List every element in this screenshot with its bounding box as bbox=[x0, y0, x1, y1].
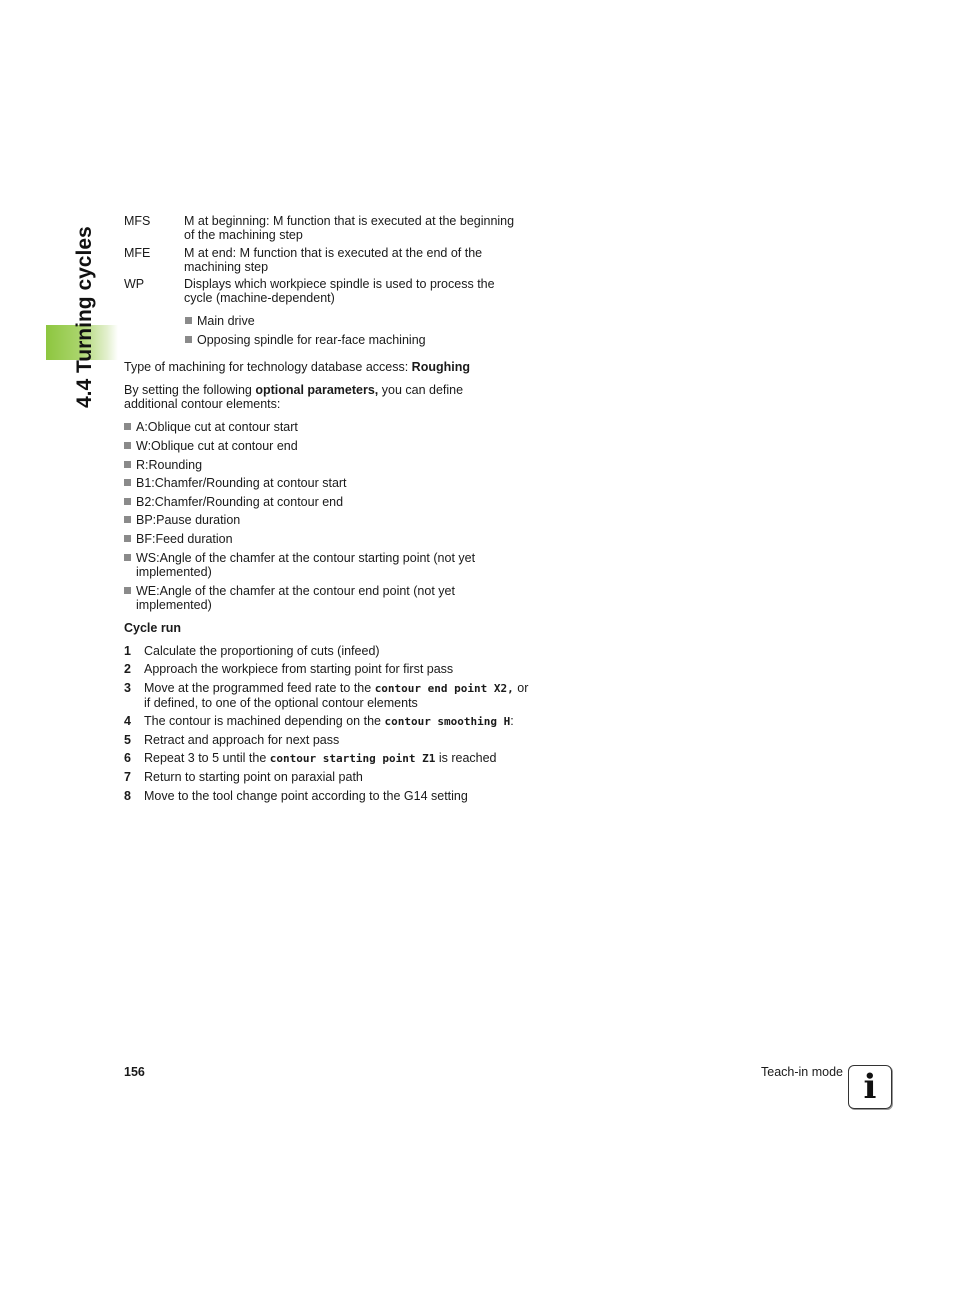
bullet-square-icon bbox=[124, 535, 131, 542]
list-item: R:Rounding bbox=[124, 458, 536, 472]
list-item: WE:Angle of the chamfer at the contour end point (not yet implemented) bbox=[124, 584, 496, 612]
bullet-square-icon bbox=[124, 442, 131, 449]
param-desc-wp: Displays which workpiece spindle is used to process the cycle (machine-dependent) bbox=[184, 277, 495, 305]
step-text: Retract and approach for next pass bbox=[144, 733, 340, 747]
list-item: B1:Chamfer/Rounding at contour start bbox=[124, 476, 536, 490]
step-number: 6 bbox=[124, 751, 131, 765]
wp-option: Main drive bbox=[185, 314, 255, 328]
bullet-square-icon bbox=[185, 336, 192, 343]
step-text: Move to the tool change point according to the G14 setting bbox=[144, 789, 468, 803]
step-text: Calculate the proportioning of cuts (infeed) bbox=[144, 644, 380, 658]
step-text: Approach the workpiece from starting point for first pass bbox=[144, 662, 454, 676]
bullet-square-icon bbox=[124, 461, 131, 468]
code-term: contour end point X2, bbox=[374, 682, 514, 695]
bullet-square-icon bbox=[124, 423, 131, 430]
bullet-square-icon bbox=[124, 479, 131, 486]
bullet-square-icon bbox=[124, 498, 131, 505]
list-item: W:Oblique cut at contour end bbox=[124, 439, 536, 453]
step-number: 3 bbox=[124, 681, 131, 695]
bullet-square-icon bbox=[124, 516, 131, 523]
chapter-title: Teach-in mode bbox=[761, 1065, 843, 1079]
step-number: 5 bbox=[124, 733, 131, 747]
step-text: The contour is machined depending on the contour smoothing H: bbox=[144, 714, 514, 728]
step-number: 1 bbox=[124, 644, 131, 658]
section-title: 4.4 Turning cycles bbox=[73, 226, 96, 408]
wp-option: Opposing spindle for rear-face machining bbox=[185, 333, 426, 347]
list-item: A:Oblique cut at contour start bbox=[124, 420, 536, 434]
machining-type-value: Roughing bbox=[411, 360, 470, 374]
step-number: 4 bbox=[124, 714, 131, 728]
cycle-run-heading: Cycle run bbox=[124, 621, 181, 635]
bullet-square-icon bbox=[124, 554, 131, 561]
step-number: 8 bbox=[124, 789, 131, 803]
list-item: WS:Angle of the chamfer at the contour starting point (not yet implemented) bbox=[124, 551, 511, 579]
param-desc-mfs: M at beginning: M function that is executed at the beginning of the machining step bbox=[184, 214, 515, 242]
machining-type-line: Type of machining for technology database access: Roughing bbox=[124, 360, 470, 374]
step-text: Move at the programmed feed rate to the contour end point X2, or if defined, to one of the optional contour elements bbox=[144, 681, 529, 710]
code-term: contour smoothing H bbox=[384, 715, 511, 728]
bullet-square-icon bbox=[124, 587, 131, 594]
step-text: Repeat 3 to 5 until the contour starting point Z1 is reached bbox=[144, 751, 497, 765]
param-desc-mfe: M at end: M function that is executed at the end of the machining step bbox=[184, 246, 483, 274]
page-number: 156 bbox=[124, 1065, 145, 1079]
optional-params-intro: By setting the following optional parameters, you can define additional contour elements: bbox=[124, 383, 464, 411]
param-code-mfs: MFS bbox=[124, 214, 151, 228]
step-number: 2 bbox=[124, 662, 131, 676]
step-number: 7 bbox=[124, 770, 131, 784]
list-item: BP:Pause duration bbox=[124, 513, 536, 527]
step-text: Return to starting point on paraxial path bbox=[144, 770, 363, 784]
list-item: BF:Feed duration bbox=[124, 532, 536, 546]
bullet-square-icon bbox=[185, 317, 192, 324]
param-code-mfe: MFE bbox=[124, 246, 151, 260]
list-item: B2:Chamfer/Rounding at contour end bbox=[124, 495, 536, 509]
code-term: contour starting point Z1 bbox=[269, 752, 436, 765]
info-icon: i bbox=[848, 1065, 892, 1109]
param-code-wp: WP bbox=[124, 277, 145, 291]
